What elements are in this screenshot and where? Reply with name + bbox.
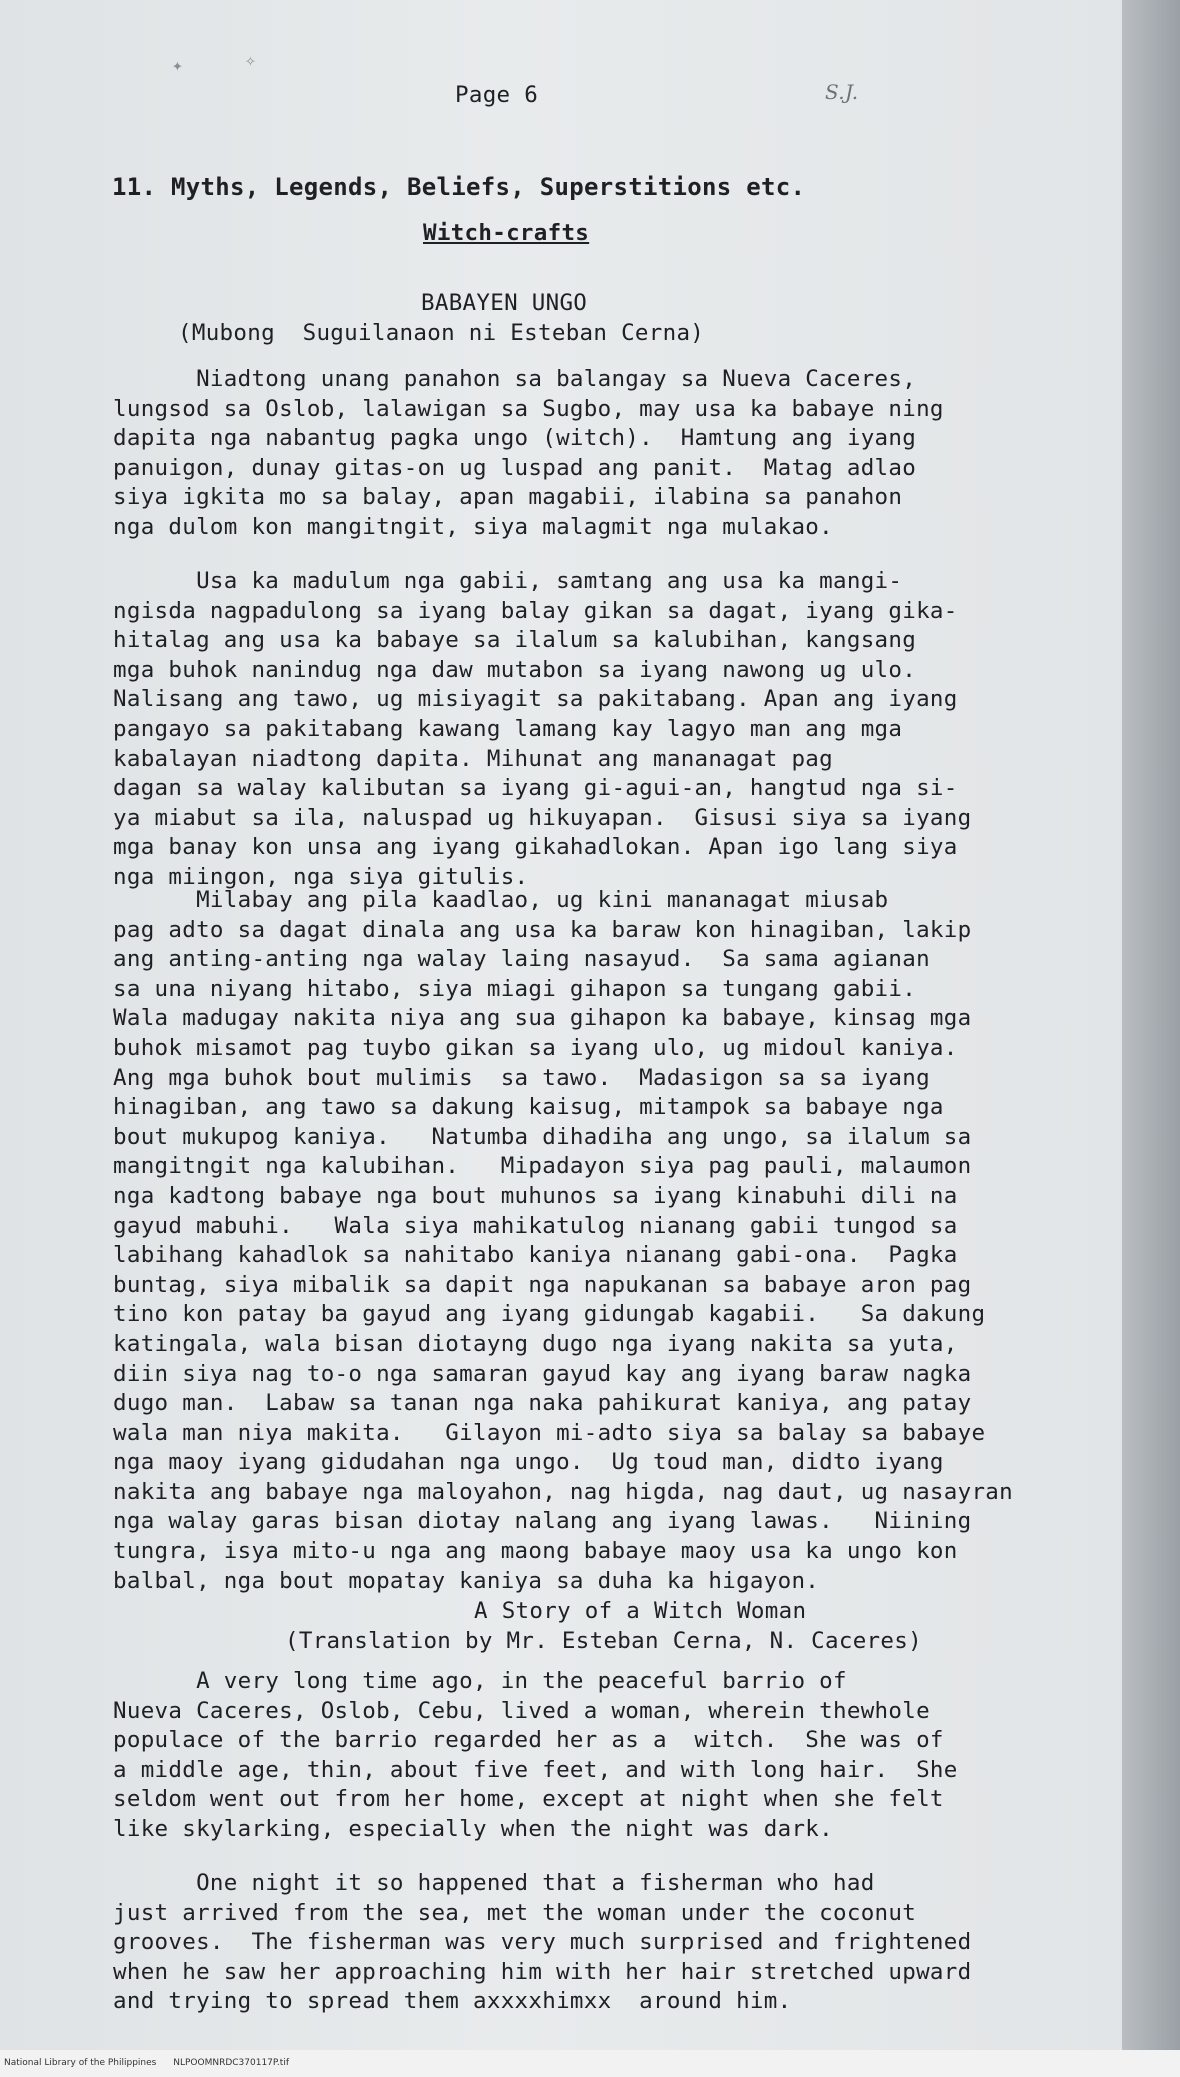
text-line: mga banay kon unsa ang iyang gikahadlokan. Apan igo lang siya <box>113 834 958 861</box>
text-line: seldom went out from her home, except at night when she felt <box>113 1786 944 1813</box>
paragraph-english-1 <box>113 1667 958 1845</box>
text-line: labihang kahadlok sa nahitabo kaniya nianang gabi-ona. Pagka <box>113 1242 958 1269</box>
scan-footer <box>0 2050 1180 2077</box>
text-line: just arrived from the sea, met the woman under the coconut <box>113 1899 917 1926</box>
story-title-cebuano: BABAYEN UNGO <box>421 290 588 316</box>
text-line: balbal, nga bout mopatay kaniya sa duha ka higayon. <box>113 1567 820 1594</box>
text-line: tino kon patay ba gayud ang iyang gidungab kagabii. Sa dakung <box>113 1301 986 1328</box>
text-line: Usa ka madulum nga gabii, samtang ang usa ka mangi- <box>113 568 903 594</box>
text-line: One night it so happened that a fisherman who had <box>113 1870 875 1896</box>
text-line: sa una niyang hitabo, siya miagi gihapon sa tungang gabii. <box>113 975 917 1002</box>
page-number: Page 6 <box>455 82 539 108</box>
text-line: ya miabut sa ila, naluspad ug hikuyapan. Gisusi siya sa iyang <box>113 804 972 831</box>
text-line: Nueva Caceres, Oslob, Cebu, lived a woman, wherein thewhole <box>113 1697 930 1724</box>
text-line: ngisda nagpadulong sa iyang balay gikan sa dagat, iyang gika- <box>113 597 958 624</box>
text-line: pangayo sa pakitabang kawang lamang kay lagyo man ang mga <box>113 715 903 742</box>
smudge-mark: ✧ <box>245 50 256 71</box>
text-line: like skylarking, especially when the night was dark. <box>113 1815 833 1842</box>
text-line: buntag, siya mibalik sa dapit nga napukanan sa babaye aron pag <box>113 1271 972 1298</box>
text-line: buhok misamot pag tuybo gikan sa iyang ulo, ug midoul kaniya. <box>113 1034 958 1061</box>
smudge-mark: ✦ <box>172 55 183 76</box>
text-line: nga dulom kon mangitngit, siya malagmit nga mulakao. <box>113 513 833 540</box>
text-line: hinagiban, ang tawo sa dakung kaisug, mitampok sa babaye nga <box>113 1094 944 1121</box>
text-line: grooves. The fisherman was very much surprised and frightened <box>113 1929 972 1956</box>
text-line: nga maoy iyang gidudahan nga ungo. Ug toud man, didto iyang <box>113 1449 944 1476</box>
text-line: pag adto sa dagat dinala ang usa ka baraw kon hinagiban, lakip <box>113 916 972 943</box>
text-line: bout mukupog kaniya. Natumba dihadiha ang ungo, sa ilalum sa <box>113 1123 972 1150</box>
text-line: mangitngit nga kalubihan. Mipadayon siya pag pauli, malaumon <box>113 1153 972 1180</box>
text-line: A very long time ago, in the peaceful barrio of <box>113 1668 847 1694</box>
text-line: dapita nga nabantug pagka ungo (witch). Hamtung ang iyang <box>113 425 917 452</box>
text-line: panuigon, dunay gitas-on ug luspad ang panit. Matag adlao <box>113 454 917 481</box>
text-line: nga walay garas bisan diotay nalang ang iyang lawas. Niining <box>113 1508 972 1535</box>
text-line: wala man niya makita. Gilayon mi-adto siya sa balay sa babaye <box>113 1419 986 1446</box>
paragraph-cebuano-3 <box>113 886 1013 1596</box>
text-line: Ang mga buhok bout mulimis sa tawo. Madasigon sa sa iyang <box>113 1064 930 1091</box>
paragraph-cebuano-1 <box>113 365 944 543</box>
story-byline-english: (Translation by Mr. Esteban Cerna, N. Caceres) <box>285 1628 922 1654</box>
paragraph-english-2 <box>113 1869 971 2017</box>
text-line: Wala madugay nakita niya ang sua gihapon ka babaye, kinsag mga <box>113 1005 972 1032</box>
handwritten-initials: S.J. <box>825 80 859 104</box>
footer-library: National Library of the Philippines <box>4 2058 157 2068</box>
text-line: nakita ang babaye nga maloyahon, nag higda, nag daut, ug nasayran <box>113 1478 1013 1505</box>
text-line: katingala, wala bisan diotayng dugo nga iyang nakita sa yuta, <box>113 1330 958 1357</box>
text-line: ang anting-anting nga walay laing nasayud. Sa sama agianan <box>113 946 930 973</box>
text-line: dugo man. Labaw sa tanan nga naka pahikurat kaniya, ang patay <box>113 1390 972 1417</box>
story-byline-cebuano: (Mubong Suguilanaon ni Esteban Cerna) <box>178 320 705 346</box>
text-line: a middle age, thin, about five feet, and with long hair. She <box>113 1756 958 1783</box>
text-line: gayud mabuhi. Wala siya mahikatulog nianang gabii tungod sa <box>113 1212 958 1239</box>
text-line: kabalayan niadtong dapita. Mihunat ang mananagat pag <box>113 745 833 772</box>
text-line: when he saw her approaching him with her hair stretched upward <box>113 1958 972 1985</box>
text-line: mga buhok nanindug nga daw mutabon sa iyang nawong ug ulo. <box>113 656 917 683</box>
footer-filename: NLPOOMNRDC370117P.tif <box>173 2058 289 2068</box>
story-title-english: A Story of a Witch Woman <box>474 1598 807 1624</box>
text-line: nga miingon, nga siya gitulis. <box>113 863 529 890</box>
text-line: hitalag ang usa ka babaye sa ilalum sa kalubihan, kangsang <box>113 627 917 654</box>
page-edge-shadow <box>1122 0 1180 2077</box>
text-line: siya igkita mo sa balay, apan magabii, ilabina sa panahon <box>113 484 903 511</box>
text-line: Niadtong unang panahon sa balangay sa Nueva Caceres, <box>113 366 917 392</box>
paragraph-cebuano-2 <box>113 567 971 893</box>
text-line: dagan sa walay kalibutan sa iyang gi-agui-an, hangtud nga si- <box>113 775 958 802</box>
text-line: populace of the barrio regarded her as a witch. She was of <box>113 1727 944 1754</box>
text-line: nga kadtong babaye nga bout muhunos sa iyang kinabuhi dili na <box>113 1182 958 1209</box>
section-heading: 11. Myths, Legends, Beliefs, Superstitions etc. <box>112 173 806 201</box>
text-line: lungsod sa Oslob, lalawigan sa Sugbo, may usa ka babaye ning <box>113 395 944 422</box>
text-line: Milabay ang pila kaadlao, ug kini mananagat miusab <box>113 887 889 913</box>
text-line: Nalisang ang tawo, ug misiyagit sa pakitabang. Apan ang iyang <box>113 686 958 713</box>
text-line: and trying to spread them axxxxhimxx around him. <box>113 1988 792 2015</box>
text-line: diin siya nag to-o nga samaran gayud kay ang iyang baraw nagka <box>113 1360 972 1387</box>
subheading-witchcrafts: Witch-crafts <box>423 220 590 246</box>
text-line: tungra, isya mito-u nga ang maong babaye maoy usa ka ungo kon <box>113 1538 958 1565</box>
